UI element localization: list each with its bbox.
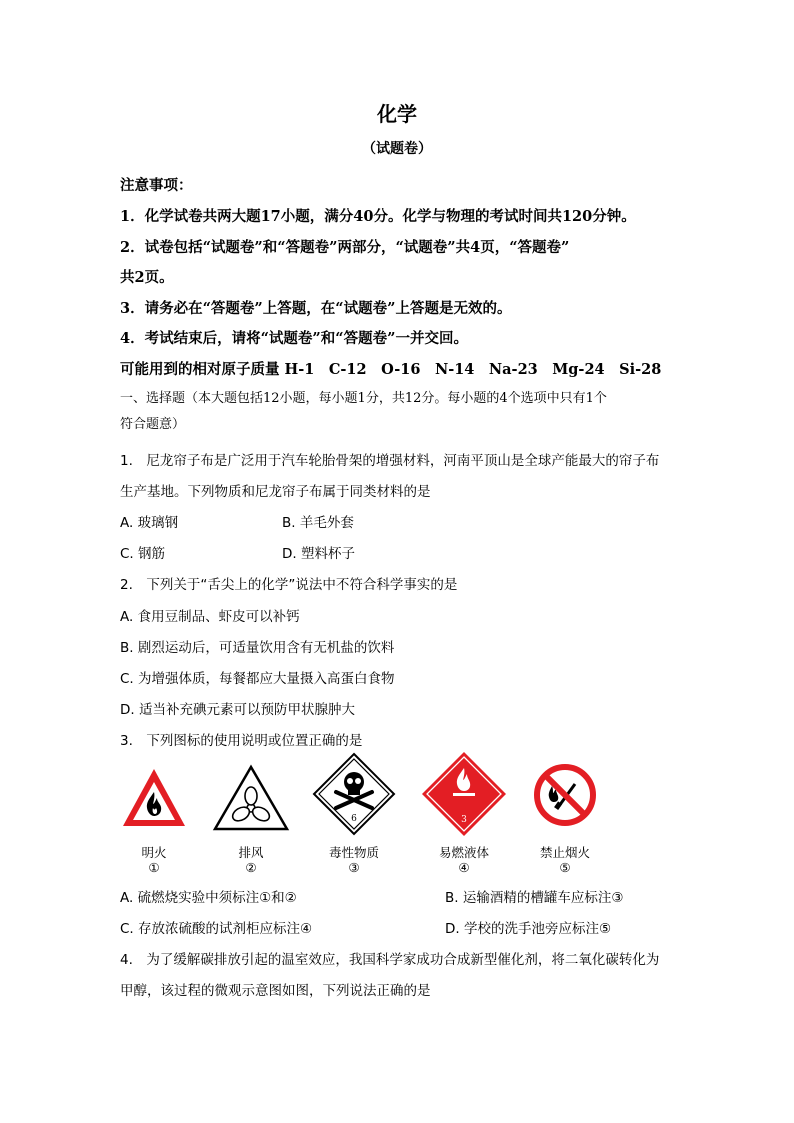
notice-item-2-cont: 共2页。 <box>120 269 174 286</box>
sign-2-number: ② <box>245 860 257 875</box>
notice-heading: 注意事项： <box>120 177 193 194</box>
q1-option-d: D. 塑料杯子 <box>282 546 355 562</box>
q1-stem: 1. 尼龙帘子布是广泛用于汽车轮胎骨架的增强材料，河南平顶山是全球产能最大的帘子布 <box>120 453 660 469</box>
sign-4-number: ④ <box>458 860 470 875</box>
q1-option-c: C. 钢筋 <box>120 546 166 562</box>
q3-option-c: C. 存放浓硫酸的试剂柜应标注④ <box>120 921 313 937</box>
sign-2-label: 排风 <box>238 845 264 860</box>
q1-option-b: B. 羊毛外套 <box>282 515 354 531</box>
page-title: 化学 <box>377 102 417 126</box>
section-heading: 一、选择题（本大题包括12小题，每小题1分，共12分。每小题的4个选项中只有1个 <box>120 391 607 406</box>
section-heading-cont: 符合题意） <box>120 417 186 432</box>
flammable-liquid-icon <box>420 750 508 838</box>
flammable-class-number: 3 <box>461 815 467 825</box>
q2-option-b: B. 剧烈运动后，可适量饮用含有无机盐的饮料 <box>120 640 395 656</box>
sign-1-number: ① <box>148 860 160 875</box>
toxic-skull-icon <box>312 752 396 836</box>
toxic-class-number: 6 <box>351 814 357 824</box>
notice-item-1: 1．化学试卷共两大题17小题，满分40分。化学与物理的考试时间共120分钟。 <box>120 208 636 225</box>
flame-warning-icon <box>120 766 188 830</box>
sign-3-label: 毒性物质 <box>328 845 379 860</box>
q3-option-a: A. 硫燃烧实验中须标注①和② <box>120 890 297 906</box>
sign-5-label: 禁止烟火 <box>539 845 590 860</box>
exhaust-fan-icon <box>212 764 290 832</box>
notice-item-4: 4．考试结束后，请将“试题卷”和“答题卷”一并交回。 <box>120 330 468 347</box>
sign-5-number: ⑤ <box>559 860 571 875</box>
q2-option-c: C. 为增强体质，每餐都应大量摄入高蛋白食物 <box>120 671 395 687</box>
q3-stem: 3. 下列图标的使用说明或位置正确的是 <box>120 733 363 749</box>
atomic-mass-line: 可能用到的相对原子质量 H-1 C-12 O-16 N-14 Na-23 Mg-24 Si-28 <box>120 361 662 378</box>
notice-item-2: 2．试卷包括“试题卷”和“答题卷”两部分，“试题卷”共4页，“答题卷” <box>120 239 570 256</box>
q1-option-a: A. 玻璃钢 <box>120 515 179 531</box>
sign-4-label: 易燃液体 <box>438 845 489 860</box>
q3-option-b: B. 运输酒精的槽罐车应标注③ <box>445 890 624 906</box>
q4-stem: 4. 为了缓解碳排放引起的温室效应，我国科学家成功合成新型催化剂，将二氧化碳转化为 <box>120 952 660 968</box>
notice-item-3: 3．请务必在“答题卷”上答题，在“试题卷”上答题是无效的。 <box>120 300 512 317</box>
q4-stem-cont: 甲醇，该过程的微观示意图如图，下列说法正确的是 <box>120 983 431 999</box>
q2-option-d: D. 适当补充碘元素可以预防甲状腺肿大 <box>120 702 355 718</box>
sign-1-label: 明火 <box>141 845 167 860</box>
sign-3-number: ③ <box>348 860 360 875</box>
page-subtitle: （试题卷） <box>362 141 432 157</box>
q2-stem: 2. 下列关于“舌尖上的化学”说法中不符合科学事实的是 <box>120 577 458 593</box>
no-fire-icon <box>532 762 598 828</box>
q3-option-d: D. 学校的洗手池旁应标注⑤ <box>445 921 612 937</box>
q2-option-a: A. 食用豆制品、虾皮可以补钙 <box>120 609 300 625</box>
q1-stem-cont: 生产基地。下列物质和尼龙帘子布属于同类材料的是 <box>120 484 431 500</box>
